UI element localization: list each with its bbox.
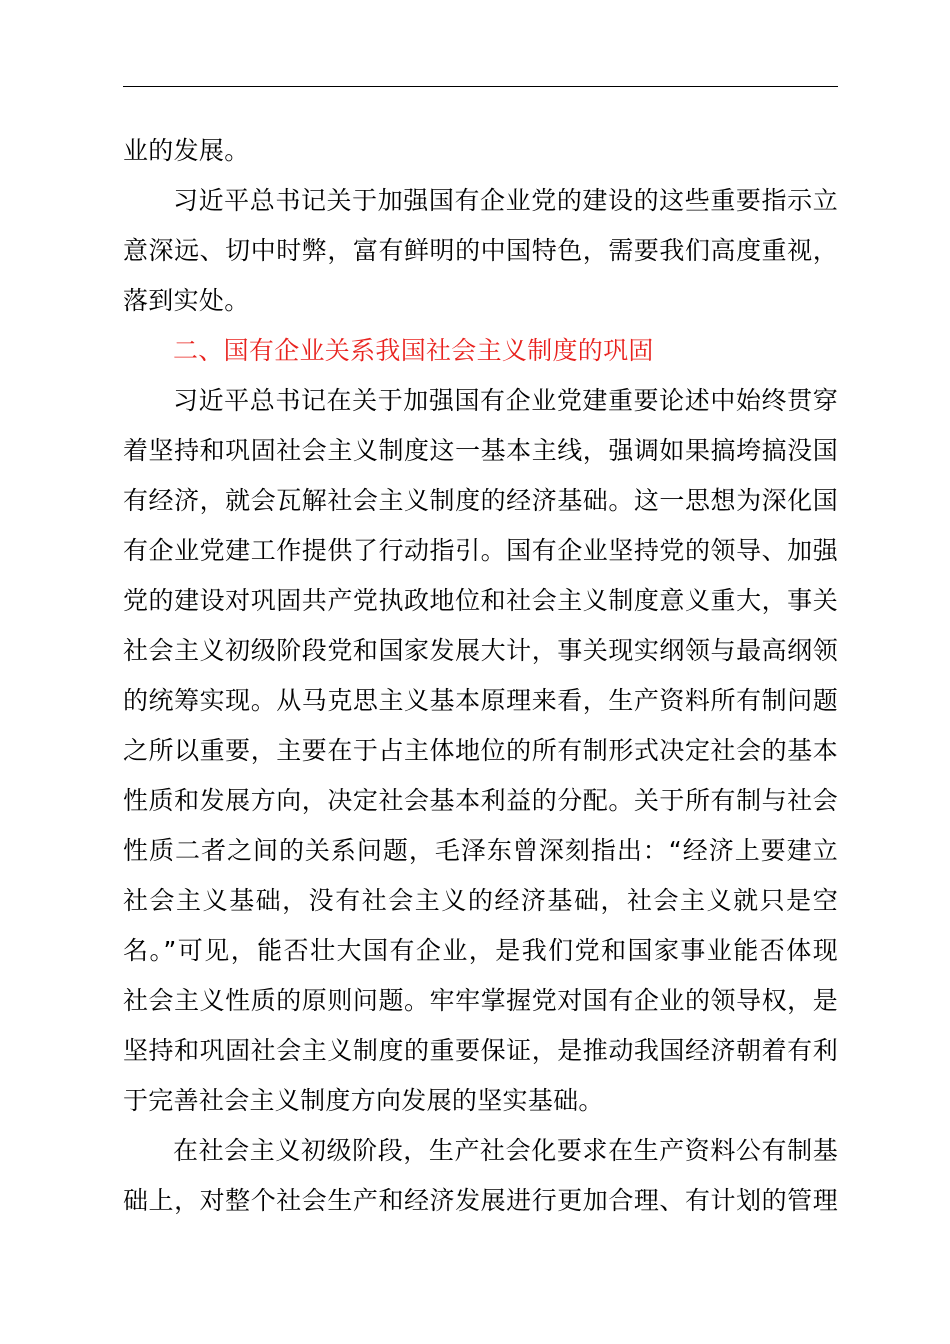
body-line: 在社会主义初级阶段，生产社会化要求在生产资料公有制基 [173,1136,838,1165]
body-line: 性质二者之间的关系问题，毛泽东曾深刻指出：“经济上要建立 [123,836,838,865]
body-line: 社会主义初级阶段党和国家发展大计，事关现实纲领与最高纲领 [123,636,838,665]
header-rule [123,86,838,87]
body-line: 的统筹实现。从马克思主义基本原理来看，生产资料所有制问题 [123,686,838,715]
body-line: 习近平总书记关于加强国有企业党的建设的这些重要指示立 [173,186,838,215]
body-line: 有经济，就会瓦解社会主义制度的经济基础。这一思想为深化国 [123,486,838,515]
body-line: 着坚持和巩固社会主义制度这一基本主线，强调如果搞垮搞没国 [123,436,838,465]
body-line: 习近平总书记在关于加强国有企业党建重要论述中始终贯穿 [173,386,838,415]
body-line: 之所以重要，主要在于占主体地位的所有制形式决定社会的基本 [123,736,838,765]
body-line: 性质和发展方向，决定社会基本利益的分配。关于所有制与社会 [123,786,838,815]
document-body [123,126,838,1226]
body-line: 坚持和巩固社会主义制度的重要保证，是推动我国经济朝着有利 [123,1036,838,1065]
body-line: 础上，对整个社会生产和经济发展进行更加合理、有计划的管理 [123,1186,838,1215]
section-heading: 二、国有企业关系我国社会主义制度的巩固 [173,336,654,365]
body-line: 落到实处。 [123,286,250,315]
body-line: 于完善社会主义制度方向发展的坚实基础。 [123,1086,604,1115]
body-line: 社会主义基础，没有社会主义的经济基础，社会主义就只是空 [123,886,838,915]
body-line: 业的发展。 [123,136,250,165]
body-line: 意深远、切中时弊，富有鲜明的中国特色，需要我们高度重视， [123,236,838,265]
body-line: 社会主义性质的原则问题。牢牢掌握党对国有企业的领导权，是 [123,986,838,1015]
body-line: 名。”可见，能否壮大国有企业，是我们党和国家事业能否体现 [123,936,838,965]
body-line: 党的建设对巩固共产党执政地位和社会主义制度意义重大，事关 [123,586,838,615]
body-line: 有企业党建工作提供了行动指引。国有企业坚持党的领导、加强 [123,536,838,565]
